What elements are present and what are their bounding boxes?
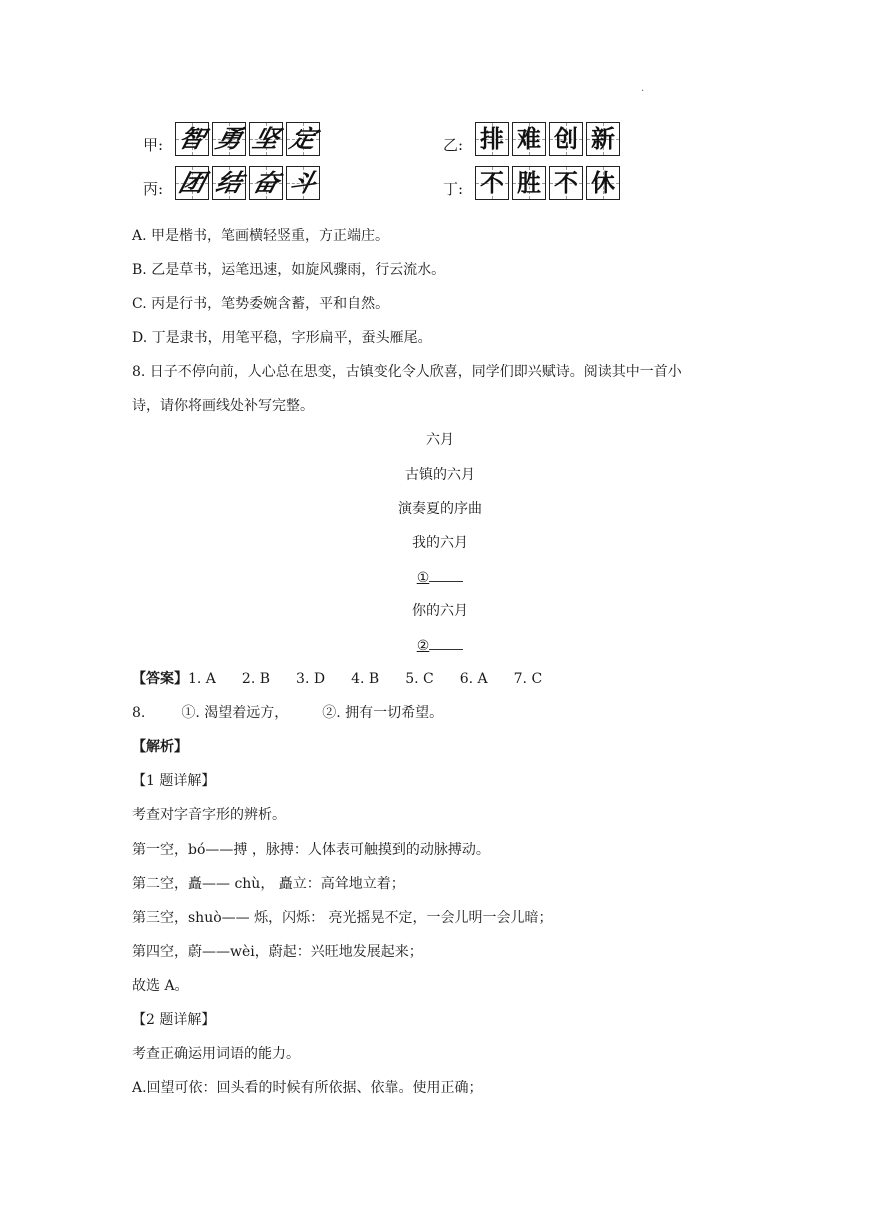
answer-item: 6. A bbox=[459, 671, 488, 687]
grid-cell bbox=[475, 122, 509, 156]
answer-q8-a2: ②. 拥有一切希望。 bbox=[322, 705, 444, 721]
poem-line: 演奏夏的序曲 bbox=[398, 501, 482, 517]
option-a: A. 甲是楷书，笔画横轻竖重，方正端庄。 bbox=[132, 228, 390, 244]
analysis-line: 第一空，bó——搏 ，脉搏：人体表可触摸到的动脉搏动。 bbox=[132, 842, 490, 858]
option-c: C. 丙是行书，笔势委婉含蓄，平和自然。 bbox=[132, 296, 390, 312]
calligraphy-char: 难 bbox=[517, 125, 541, 153]
option-d: D. 丁是隶书，用笔平稳，字形扁平，蚕头雁尾。 bbox=[132, 330, 432, 346]
calligraphy-char: 智 bbox=[175, 125, 209, 153]
grid-cell bbox=[249, 122, 283, 156]
answer-item: 7. C bbox=[513, 671, 543, 687]
q8-line1: 8. 日子不停向前，人心总在思变，古镇变化令人欣喜，同学们即兴赋诗。阅读其中一首小 bbox=[132, 364, 682, 380]
corner-dot: . bbox=[641, 83, 645, 94]
yi-label: 乙: bbox=[443, 135, 464, 154]
analysis-line: 故选 A。 bbox=[132, 978, 189, 994]
analysis-line: 考查对字音字形的辨析。 bbox=[132, 807, 286, 823]
poem-line: 你的六月 bbox=[412, 603, 468, 619]
answer-item: 5. C bbox=[405, 671, 434, 687]
calligraphy-char: 勇 bbox=[212, 125, 246, 153]
grid-cell bbox=[512, 166, 546, 200]
grid-cell bbox=[212, 166, 246, 200]
blank-marker: ① bbox=[416, 570, 430, 586]
answer-item: 2. B bbox=[241, 671, 271, 687]
jia-label: 甲: bbox=[143, 135, 164, 154]
fill-blank-line bbox=[429, 635, 463, 650]
poem-line: 古镇的六月 bbox=[405, 467, 475, 483]
answer-label: 【答案】 bbox=[132, 671, 188, 687]
section-1-title: 【1 题详解】 bbox=[132, 773, 216, 789]
bing-label: 丙: bbox=[143, 179, 164, 198]
grid-cell bbox=[249, 166, 283, 200]
analysis-line: 第二空，矗—— chù， 矗立：高耸地立着； bbox=[132, 876, 405, 892]
grid-cell bbox=[549, 122, 583, 156]
q8-line2: 诗，请你将画线处补写完整。 bbox=[132, 398, 314, 414]
poem-blank-2 bbox=[300, 635, 580, 656]
calligraphy-ding bbox=[443, 166, 623, 200]
analysis-line: 考查正确运用词语的能力。 bbox=[132, 1046, 300, 1062]
answer-item: 1. A bbox=[188, 671, 216, 687]
grid-cell bbox=[212, 122, 246, 156]
answer-item: 4. B bbox=[351, 671, 380, 687]
analysis-line: 第三空，shuò—— 烁，闪烁： 亮光摇晃不定，一会儿明一会儿暗； bbox=[132, 910, 553, 926]
poem-title: 六月 bbox=[426, 432, 454, 448]
calligraphy-char: 新 bbox=[591, 125, 615, 153]
calligraphy-char: 奋 bbox=[249, 169, 283, 197]
calligraphy-char: 坚 bbox=[249, 125, 283, 153]
calligraphy-yi bbox=[443, 122, 623, 156]
calligraphy-char: 胜 bbox=[517, 169, 541, 197]
poem-line: 我的六月 bbox=[412, 535, 468, 551]
grid-cell bbox=[549, 166, 583, 200]
answer-item: 3. D bbox=[296, 671, 326, 687]
analysis-heading: 【解析】 bbox=[132, 739, 188, 755]
answer-q8-num: 8. bbox=[132, 705, 146, 721]
grid-cell bbox=[512, 122, 546, 156]
grid-cell bbox=[586, 122, 620, 156]
answer-q8-a1: ①. 渴望着远方， bbox=[181, 705, 289, 721]
analysis-line: A.回望可依：回头看的时候有所依据、依靠。使用正确； bbox=[132, 1080, 483, 1096]
option-b: B. 乙是草书，运笔迅速，如旋风骤雨，行云流水。 bbox=[132, 262, 446, 278]
calligraphy-char: 不 bbox=[480, 169, 504, 197]
calligraphy-char: 定 bbox=[286, 125, 320, 153]
grid-cell bbox=[286, 122, 320, 156]
poem-blank-1 bbox=[300, 567, 580, 588]
grid-cell bbox=[586, 166, 620, 200]
calligraphy-char: 斗 bbox=[286, 169, 320, 197]
calligraphy-bing bbox=[143, 166, 323, 200]
grid-cell bbox=[175, 166, 209, 200]
answer-line bbox=[132, 669, 542, 689]
calligraphy-jia bbox=[143, 122, 323, 156]
ding-label: 丁: bbox=[443, 179, 464, 198]
calligraphy-char: 创 bbox=[554, 125, 578, 153]
fill-blank-line bbox=[429, 567, 463, 582]
calligraphy-char: 排 bbox=[480, 125, 504, 153]
analysis-line: 第四空，蔚——wèi，蔚起：兴旺地发展起来； bbox=[132, 944, 423, 960]
calligraphy-char: 不 bbox=[554, 169, 578, 197]
grid-cell bbox=[175, 122, 209, 156]
calligraphy-char: 结 bbox=[212, 169, 246, 197]
answer-q8 bbox=[132, 703, 443, 723]
blank-marker: ② bbox=[416, 638, 430, 654]
grid-cell bbox=[475, 166, 509, 200]
section-2-title: 【2 题详解】 bbox=[132, 1012, 216, 1028]
calligraphy-char: 休 bbox=[591, 169, 615, 197]
calligraphy-char: 团 bbox=[175, 169, 209, 197]
grid-cell bbox=[286, 166, 320, 200]
